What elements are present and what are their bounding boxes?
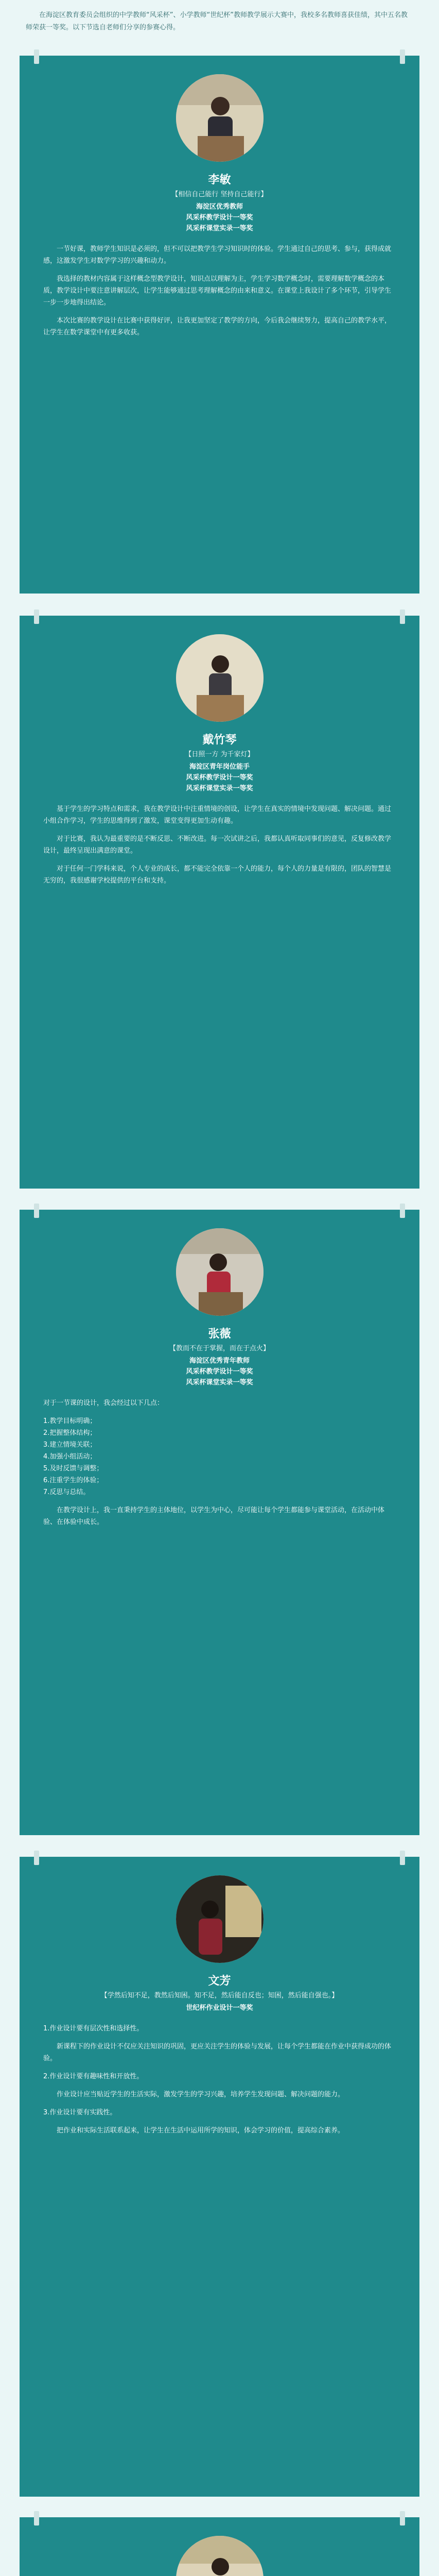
- paragraph: 4.加强小组活动；: [43, 1453, 97, 1461]
- teacher-photo-image: [176, 634, 264, 722]
- teacher-text: [20, 234, 419, 357]
- teacher-text: [20, 794, 419, 905]
- teacher-motto: 【相信自己能行 坚持自己能行】: [171, 191, 268, 198]
- card-pin-left: [34, 2511, 39, 2526]
- teacher-title: 风采杯教学设计一等奖: [186, 214, 253, 222]
- teacher-title: 风采杯教学设计一等奖: [186, 1368, 253, 1376]
- paragraph: 5.及时反馈与调整；: [43, 1465, 103, 1472]
- teacher-motto: 【学然后知不足，教然后知困。知不足，然后能自反也；知困，然后能自强也。】: [100, 1992, 339, 1999]
- teacher-name: 张薇: [208, 1328, 231, 1341]
- teacher-photo-image: [176, 2536, 264, 2576]
- teacher-card: [20, 1857, 419, 2497]
- card-pin-right: [400, 609, 405, 624]
- teacher-photo-image: [176, 1228, 264, 1316]
- teacher-photo: [176, 1875, 264, 1963]
- card-pin-left: [34, 1851, 39, 1865]
- teacher-card: [20, 616, 419, 1189]
- card-pin-left: [34, 1204, 39, 1218]
- teacher-photo-image: [176, 1875, 264, 1963]
- teacher-card: [20, 2517, 419, 2576]
- card-pin-right: [400, 1851, 405, 1865]
- teacher-motto: 【日照一方 为千家灯】: [185, 751, 254, 758]
- paragraph: 作业设计应当贴近学生的生活实际，激发学生的学习兴趣，培养学生发现问题、解决问题的能力。: [57, 2091, 345, 2098]
- teacher-photo: [176, 2536, 264, 2576]
- paragraph: 7.反思与总结。: [43, 1488, 90, 1496]
- teacher-name: 李敏: [208, 174, 231, 187]
- teacher-motto: 【教而不在于掌握，而在于点火】: [169, 1345, 270, 1352]
- teacher-title: 世纪杯作业设计一等奖: [186, 2004, 253, 2012]
- teacher-card: [20, 56, 419, 594]
- card-pin-left: [34, 609, 39, 624]
- paragraph: 一节好课，教师学生知识是必须的，但不可以把教学生学习知识时的体验。学生通过自己的思考、参与，获得成就感，这激发学生对数学学习的兴趣和动力。: [43, 245, 392, 265]
- paragraph: 对于任何一门学科来说，个人专业的成长，都不能完全依靠一个人的能力，每个人的力量是有限的，团队的智慧是无穷的，我很感谢学校提供的平台和支持。: [43, 865, 392, 885]
- teacher-text: [20, 1388, 419, 1547]
- card-pin-right: [400, 2511, 405, 2526]
- teacher-title: 风采杯课堂实录一等奖: [186, 785, 253, 792]
- paragraph: 对于一节课的设计，我会经过以下几点：: [43, 1399, 164, 1407]
- paragraph: 3.建立情境关联；: [43, 1441, 97, 1449]
- teacher-title: 海淀区青年岗位能手: [189, 763, 250, 771]
- teacher-title: 风采杯课堂实录一等奖: [186, 225, 253, 232]
- teacher-photo-image: [176, 74, 264, 162]
- teacher-titles: [20, 761, 419, 794]
- intro-paragraph: 在海淀区教育委员会组织的中学教师“风采杯”、小学教师“世纪杯”教师教学展示大赛中，我校多名教师喜获佳绩，其中五名教师荣获一等奖。以下节选自老师们分享的参赛心得。: [26, 11, 408, 31]
- teacher-photo: [176, 74, 264, 162]
- card-pin-right: [400, 49, 405, 64]
- teacher-photo: [176, 634, 264, 722]
- teacher-card: [20, 1210, 419, 1835]
- teacher-titles: [20, 1355, 419, 1388]
- teacher-title: 风采杯教学设计一等奖: [186, 774, 253, 782]
- paragraph: 本次比赛的教学设计在比赛中获得好评，让我更加坚定了教学的方向，今后我会继续努力，提高自己的教学水平，让学生在数学课堂中有更多收获。: [43, 317, 392, 336]
- teacher-title: 海淀区优秀青年教师: [189, 1357, 250, 1365]
- paragraph: 对于比赛，我认为最重要的是不断反思、不断改进。每一次试讲之后，我都认真听取同事们的意见，反复修改教学设计，最终呈现出满意的课堂。: [43, 835, 392, 855]
- card-pin-left: [34, 49, 39, 64]
- paragraph: 2.作业设计要有趣味性和开放性。: [43, 2073, 144, 2080]
- paragraph: 6.注重学生的体验；: [43, 1477, 103, 1484]
- paragraph: 把作业和实际生活联系起来，让学生在生活中运用所学的知识，体会学习的价值，提高综合素养。: [57, 2127, 345, 2134]
- teacher-title: 风采杯课堂实录一等奖: [186, 1379, 253, 1386]
- teacher-name: 戴竹琴: [202, 734, 237, 747]
- paragraph: 2.把握整体结构；: [43, 1429, 97, 1437]
- paragraph: 3.作业设计要有实践性。: [43, 2109, 117, 2116]
- paragraph: 在教学设计上，我一直秉持学生的主体地位，以学生为中心，尽可能让每个学生都能参与课堂活动，在活动中体验、在体验中成长。: [43, 1506, 385, 1526]
- teacher-titles: [20, 201, 419, 234]
- teacher-photo: [176, 1228, 264, 1316]
- teacher-name: 文芳: [208, 1975, 231, 1988]
- card-pin-right: [400, 1204, 405, 1218]
- teacher-titles: [20, 2003, 419, 2013]
- paragraph: 1.教学目标明确；: [43, 1417, 97, 1425]
- teacher-text: [20, 2013, 419, 2155]
- paragraph: 1.作业设计要有层次性和选择性。: [43, 2025, 144, 2032]
- paragraph: 新课程下的作业设计不仅应关注知识的巩固，更应关注学生的体验与发展，让每个学生都能在作业中获得成功的体验。: [43, 2043, 392, 2062]
- paragraph: 基于学生的学习特点和需求，我在教学设计中注重情境的创设，让学生在真实的情境中发现问题、解决问题。通过小组合作学习，学生的思维得到了激发，课堂变得更加生动有趣。: [43, 805, 392, 825]
- teacher-title: 海淀区优秀教师: [196, 203, 243, 211]
- paragraph: 我选择的教材内容属于这样概念型教学设计，知识点以理解为主，学生学习数学概念时，需要理解数学概念的本质，教学设计中要注意讲解层次，让学生能够通过思考理解概念的由来和意义。在课堂上我设计了多个环节，引导学生一步一步地得出结论。: [43, 275, 392, 307]
